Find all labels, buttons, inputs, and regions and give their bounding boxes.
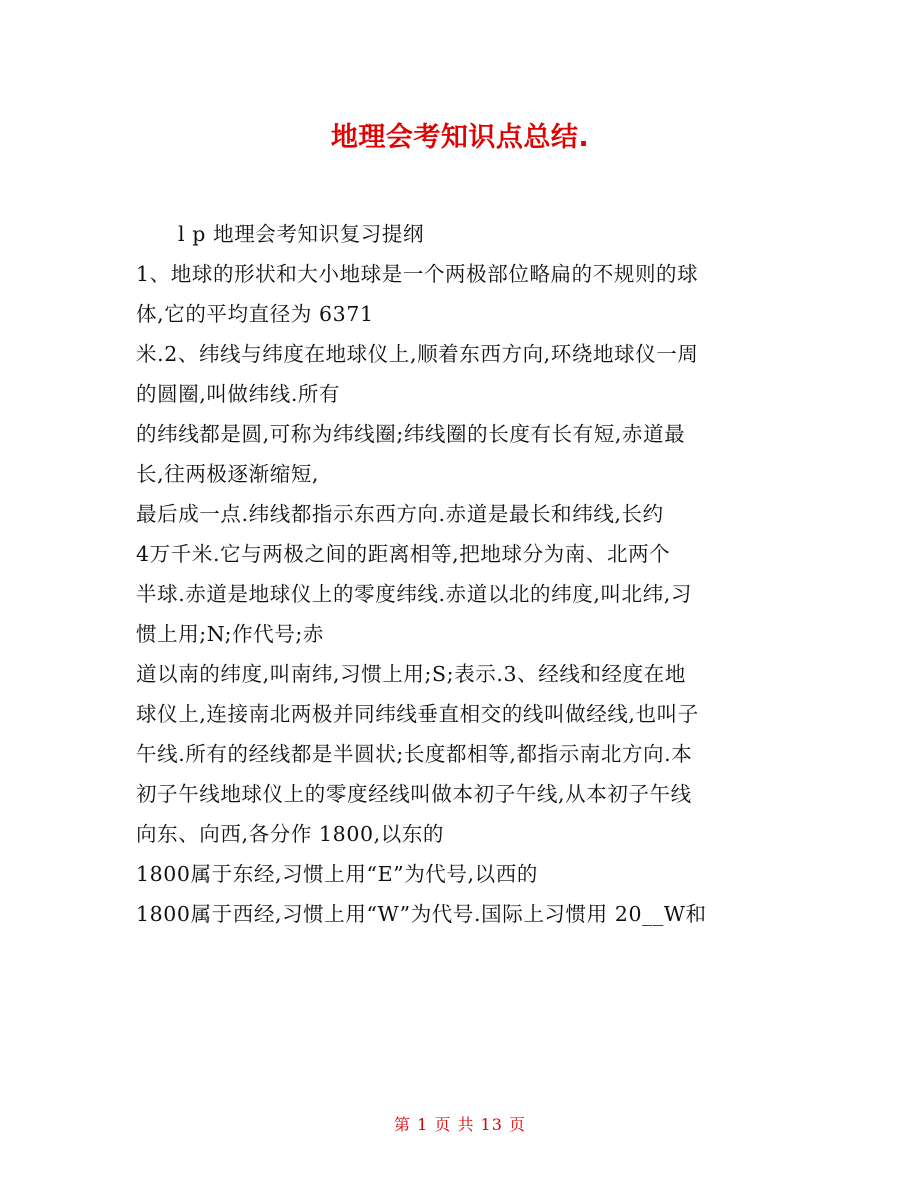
body-line-13: 球仪上,连接南北两极并同纬线垂直相交的线叫做经线,也叫子	[136, 702, 699, 726]
body-line-3: 体,它的平均直径为 6371	[136, 302, 374, 326]
page-footer: 第 1 页 共 13 页	[394, 1115, 526, 1134]
body-line-10: 半球.赤道是地球仪上的零度纬线.赤道以北的纬度,叫北纬,习	[136, 582, 692, 606]
body-line-15: 初子午线地球仪上的零度经线叫做本初子午线,从本初子午线	[136, 782, 692, 806]
body-line-11: 惯上用;N;作代号;赤	[136, 622, 325, 646]
body-line-17: 1800属于东经,习惯上用“E”为代号,以西的	[136, 862, 538, 886]
body-line-4: 米.2、纬线与纬度在地球仪上,顺着东西方向,环绕地球仪一周	[136, 342, 699, 366]
body-line-9: 4万千米.它与两极之间的距离相等,把地球分为南、北两个	[136, 542, 671, 566]
body-line-16: 向东、向西,各分作 1800,以东的	[136, 822, 445, 846]
body-line-18: 1800属于西经,习惯上用“W”为代号.国际上习惯用 20__W和	[136, 902, 707, 926]
body-line-5: 的圆圈,叫做纬线.所有	[136, 382, 341, 406]
body-line-14: 午线.所有的经线都是半圆状;长度都相等,都指示南北方向.本	[136, 742, 693, 766]
body-line-7: 长,往两极逐渐缩短,	[136, 462, 320, 486]
document-body	[136, 214, 786, 934]
body-line-6: 的纬线都是圆,可称为纬线圈;纬线圈的长度有长有短,赤道最	[136, 422, 686, 446]
document-title: 地理会考知识点总结.	[330, 122, 590, 153]
body-line-12: 道以南的纬度,叫南纬,习惯上用;S;表示.3、经线和经度在地	[136, 662, 686, 686]
body-line-1: l p 地理会考知识复习提纲	[178, 222, 425, 246]
body-line-2: 1、地球的形状和大小地球是一个两极部位略扁的不规则的球	[136, 262, 699, 286]
body-line-8: 最后成一点.纬线都指示东西方向.赤道是最长和纬线,长约	[136, 502, 664, 526]
